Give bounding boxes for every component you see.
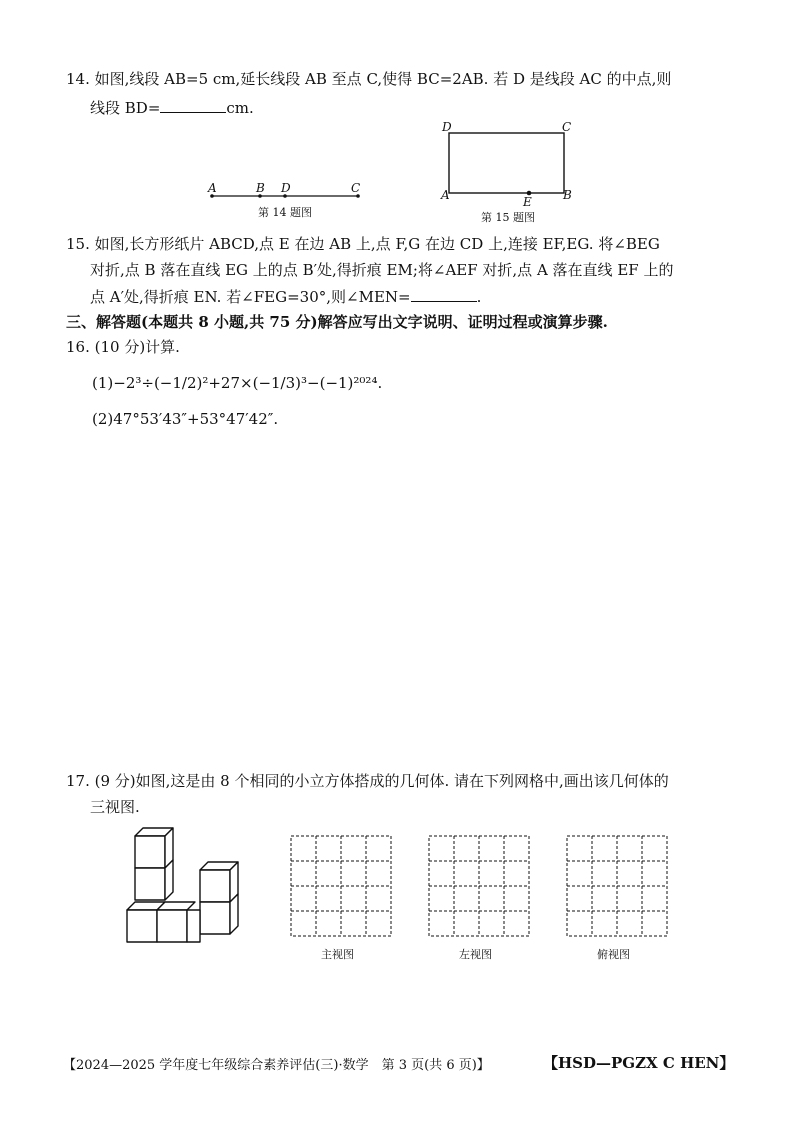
cube-side-face [165, 860, 173, 900]
cube-face [135, 836, 165, 868]
front-view-label: 主视图 [321, 948, 354, 961]
q15-answer-blank[interactable] [411, 286, 477, 302]
label-b: B [256, 181, 265, 195]
cube-face [200, 902, 230, 934]
q14-line2-prefix: 线段 BD= [90, 99, 161, 117]
cube-side-face [230, 894, 238, 934]
q15-line1: 15. 如图,长方形纸片 ABCD,点 E 在边 AB 上,点 F,G 在边 CD 上,连接 EF,EG. 将∠BEG [66, 235, 660, 253]
rectangle-abcd [449, 133, 564, 193]
q14-line2-unit: cm. [226, 99, 254, 117]
q16-part1: (1)−2³÷(−1/2)²+27×(−1/3)³−(−1)²⁰²⁴. [92, 374, 383, 392]
exam-code: 【HSD—PGZX C HEN】 [543, 1054, 735, 1072]
label-a: A [208, 181, 217, 195]
q15-line2: 对折,点 B 落在直线 EG 上的点 B′处,得折痕 EM;将∠AEF 对折,点 A 落在直线 EF 上的 [90, 261, 674, 279]
cube-face [157, 910, 187, 942]
front-view-grid[interactable] [290, 835, 392, 937]
corner-b: B [563, 188, 572, 202]
section-3-header: 三、解答题(本题共 8 小题,共 75 分)解答应写出文字说明、证明过程或演算步骤. [66, 313, 608, 331]
top-view-label: 俯视图 [597, 948, 630, 961]
left-view-label: 左视图 [459, 948, 492, 961]
q16-part2: (2)47°53′43″+53°47′42″. [92, 410, 279, 428]
q16-title: 16. (10 分)计算. [66, 338, 180, 356]
label-c: C [351, 181, 361, 195]
page-footer: 【2024—2025 学年度七年级综合素养评估(三)·数学 第 3 页(共 6 页)】 [63, 1058, 490, 1073]
q14-line1: 14. 如图,线段 AB=5 cm,延长线段 AB 至点 C,使得 BC=2AB. 若 D 是线段 AC 的中点,则 [66, 70, 672, 88]
q15-line3-prefix: 点 A′处,得折痕 EN. 若∠FEG=30°,则∠MEN= [90, 288, 411, 306]
q14-line2 [90, 97, 254, 118]
corner-c: C [562, 120, 572, 134]
q17-cube-figure [125, 826, 250, 946]
q15-line3-suffix: . [476, 288, 482, 306]
corner-e: E [523, 195, 532, 209]
q17-line2: 三视图. [90, 798, 140, 816]
left-view-grid[interactable] [428, 835, 530, 937]
corner-d: D [442, 120, 452, 134]
cube-face [200, 870, 230, 902]
q15-figure [440, 120, 580, 210]
cube-face [187, 910, 200, 942]
q15-caption: 第 15 题图 [481, 211, 535, 224]
q15-line3 [90, 286, 481, 307]
corner-a: A [441, 188, 450, 202]
q17-line1: 17. (9 分)如图,这是由 8 个相同的小立方体搭成的几何体. 请在下列网格中,画出该几何体的 [66, 772, 669, 790]
top-view-grid[interactable] [566, 835, 668, 937]
q14-caption: 第 14 题图 [258, 206, 312, 219]
cube-face [135, 868, 165, 900]
cube-face [127, 910, 157, 942]
label-d: D [281, 181, 291, 195]
q14-answer-blank[interactable] [160, 97, 226, 113]
